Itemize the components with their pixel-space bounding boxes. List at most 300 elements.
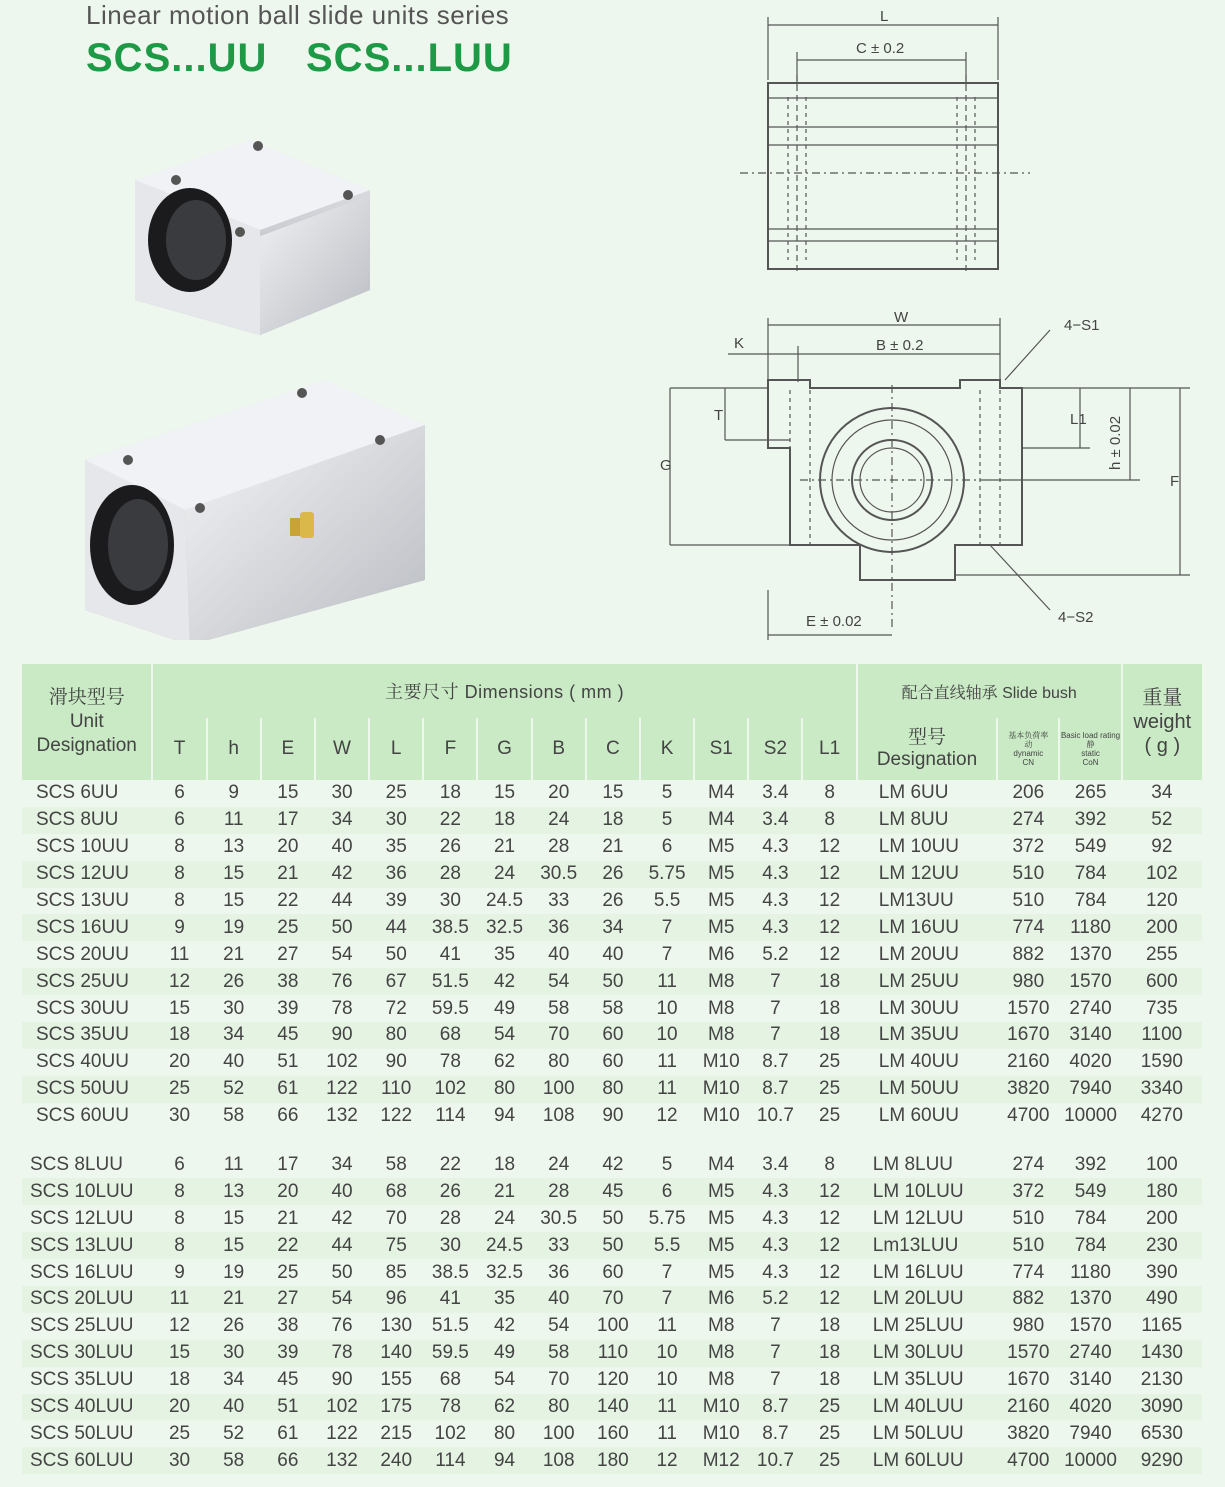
table-cell: 6 [661, 1180, 673, 1202]
table-cell: 102 [326, 1396, 358, 1418]
table-cell: 40 [223, 1051, 245, 1073]
header-dim-k: K [640, 718, 694, 780]
table-cell: LM 40LUU [872, 1396, 964, 1418]
table-cell: 784 [1074, 1234, 1107, 1256]
table-cell: M5 [708, 916, 735, 938]
table-cell: 255 [1145, 943, 1178, 965]
table-cell: 1165 [1141, 1315, 1183, 1337]
table-cell: 5.5 [653, 1234, 681, 1256]
table-cell: 1430 [1140, 1342, 1183, 1364]
table-cell: LM 40UU [878, 1051, 960, 1073]
table-cell: 8 [824, 782, 835, 804]
table-cell: 70 [548, 1024, 570, 1046]
table-cell: 10 [656, 997, 678, 1019]
table-cell: M4 [708, 782, 735, 804]
table-cell: 61 [277, 1422, 299, 1444]
table-cell: 70 [385, 1207, 407, 1229]
dim-C: C ± 0.2 [856, 40, 905, 57]
table-cell: 25 [168, 1422, 191, 1444]
table-cell: 52 [1151, 809, 1173, 831]
table-row [22, 1367, 1202, 1394]
table-cell: 11 [223, 1154, 244, 1176]
table-row [22, 968, 1202, 995]
table-cell: 13 [223, 1180, 245, 1202]
table-cell: 70 [548, 1369, 570, 1391]
table-cell: 9 [174, 1261, 185, 1283]
table-cell: 24 [493, 1207, 516, 1229]
table-cell: 100 [1145, 1154, 1178, 1176]
table-cell: 980 [1012, 1315, 1045, 1337]
table-cell: LM 12LUU [872, 1207, 964, 1229]
table-cell: SCS 20UU [36, 943, 129, 965]
table-cell: 102 [326, 1051, 358, 1073]
table-row [22, 1286, 1202, 1313]
table-cell: LM 35LUU [872, 1369, 964, 1391]
table-cell: M5 [708, 1261, 735, 1283]
table-cell: 58 [602, 997, 624, 1019]
table-cell: SCS 10UU [36, 836, 129, 858]
table-cell: 980 [1012, 970, 1045, 992]
table-cell: 774 [1012, 916, 1045, 938]
table-cell: 3820 [1007, 1422, 1050, 1444]
table-cell: 132 [326, 1105, 358, 1127]
table-cell: 90 [331, 1024, 353, 1046]
table-cell: 1570 [1007, 1342, 1050, 1364]
table-cell: 4.3 [762, 836, 789, 858]
table-cell: 7 [770, 1369, 781, 1391]
table-cell: 28 [439, 1207, 461, 1229]
table-cell: SCS 13UU [36, 890, 129, 911]
table-cell: 51 [277, 1051, 299, 1073]
table-cell: 18 [819, 1342, 841, 1364]
table-cell: SCS 12UU [36, 863, 129, 885]
table-cell: 21 [277, 863, 299, 885]
table-cell: 15 [168, 997, 191, 1019]
table-cell: 28 [439, 863, 461, 885]
table-cell: LM 20LUU [872, 1288, 964, 1310]
table-cell: 45 [277, 1024, 299, 1046]
table-cell: 45 [602, 1180, 624, 1202]
table-cell: 1570 [1069, 1315, 1112, 1337]
table-cell: 68 [385, 1180, 407, 1202]
table-cell: 60 [602, 1024, 624, 1046]
page-subtitle: Linear motion ball slide units series [86, 0, 510, 30]
table-cell: 15 [223, 863, 245, 885]
table-cell: 38 [277, 1315, 299, 1337]
table-cell: 120 [1145, 890, 1178, 911]
table-group-gap [22, 1130, 1202, 1152]
table-cell: 30 [439, 1234, 461, 1256]
table-cell: SCS 40LUU [30, 1396, 134, 1418]
table-cell: 22 [439, 1154, 461, 1176]
table-cell: 54 [548, 1315, 570, 1337]
table-cell: 12 [819, 890, 841, 911]
table-cell: 40 [548, 943, 570, 965]
table-cell: 39 [277, 997, 299, 1019]
table-cell: 34 [223, 1024, 245, 1046]
table-cell: 9 [174, 916, 185, 938]
table-cell: 2160 [1007, 1051, 1050, 1073]
dim-K: K [734, 335, 745, 352]
table-cell: SCS 30LUU [30, 1342, 134, 1364]
header-static-load: Basic load rating 静 static CoN [1059, 718, 1121, 780]
table-cell: 4700 [1007, 1449, 1050, 1471]
table-cell: M10 [702, 1078, 740, 1100]
table-cell: 25 [385, 782, 407, 804]
table-cell: 784 [1074, 863, 1107, 885]
table-cell: 114 [435, 1105, 466, 1127]
dim-W: W [894, 309, 909, 326]
table-cell: 30 [223, 997, 245, 1019]
spec-table [22, 664, 1202, 1474]
table-cell: 60 [602, 1051, 624, 1073]
header-dim-l: L [369, 718, 423, 780]
table-row [22, 914, 1202, 941]
table-cell: 12 [168, 970, 191, 992]
table-cell: 44 [331, 1234, 353, 1256]
table-cell: 80 [602, 1078, 624, 1100]
table-cell: SCS 10LUU [30, 1180, 134, 1202]
table-cell: M8 [708, 1369, 735, 1391]
table-cell: LM 25UU [878, 970, 960, 992]
table-cell: LM 10UU [878, 836, 960, 858]
model-title-uu: SCS...UU [86, 36, 268, 80]
table-cell: 12 [168, 1315, 191, 1337]
table-row [22, 1340, 1202, 1367]
table-cell: SCS 13LUU [30, 1234, 134, 1256]
table-cell: M4 [708, 1154, 735, 1176]
table-cell: 72 [385, 997, 407, 1019]
table-cell: 25 [819, 1422, 841, 1444]
table-cell: 5.75 [648, 1207, 686, 1229]
table-cell: 51.5 [431, 970, 469, 992]
table-cell: 17 [277, 809, 299, 831]
table-cell: 390 [1145, 1261, 1178, 1283]
table-cell: 41 [439, 1288, 461, 1310]
table-cell: 100 [597, 1315, 629, 1337]
table-row [22, 1049, 1202, 1076]
table-cell: 19 [223, 916, 245, 938]
table-cell: 882 [1012, 1288, 1045, 1310]
table-cell: 490 [1145, 1288, 1178, 1310]
table-cell: 3.4 [762, 1154, 789, 1176]
table-cell: 175 [380, 1396, 413, 1418]
table-cell: 3.4 [762, 782, 789, 804]
table-cell: 7 [770, 1342, 781, 1364]
table-cell: LM 35UU [878, 1024, 960, 1046]
table-cell: 1370 [1069, 1288, 1112, 1310]
table-cell: 2740 [1069, 1342, 1112, 1364]
table-cell: 20 [277, 1180, 299, 1202]
table-cell: 58 [548, 1342, 570, 1364]
table-cell: 6 [661, 836, 673, 858]
table-cell: 36 [548, 916, 570, 938]
table-cell: 11 [657, 1315, 677, 1337]
table-gap-cell [22, 1130, 1202, 1152]
header-bush-designation: 型号 Designation [857, 718, 997, 780]
table-cell: 15 [493, 782, 516, 804]
table-cell: 8 [174, 1180, 185, 1202]
table-cell: 8 [174, 1207, 185, 1229]
table-cell: 18 [602, 809, 624, 831]
table-cell: 3140 [1069, 1024, 1112, 1046]
table-cell: 8 [174, 863, 185, 885]
table-cell: 122 [326, 1422, 358, 1444]
table-cell: 600 [1145, 970, 1178, 992]
table-cell: 784 [1074, 1207, 1107, 1229]
table-cell: 11 [657, 1078, 677, 1100]
table-row [22, 780, 1202, 807]
table-cell: 6 [174, 809, 185, 831]
table-cell: 372 [1012, 1180, 1045, 1202]
table-cell: 3090 [1140, 1396, 1183, 1418]
table-cell: 49 [493, 997, 516, 1019]
table-cell: 66 [277, 1105, 299, 1127]
header-slide-bush: 配合直线轴承 Slide bush [857, 664, 1122, 718]
table-cell: 132 [326, 1449, 358, 1471]
table-cell: 45 [277, 1369, 299, 1391]
header-unit-designation: 滑块型号 Unit Designation [22, 664, 152, 780]
table-cell: 30 [331, 782, 353, 804]
table-cell: 22 [277, 890, 299, 911]
table-cell: 5 [661, 809, 673, 831]
table-cell: 30 [385, 809, 407, 831]
table-cell: SCS 30UU [36, 997, 129, 1019]
table-cell: SCS 60UU [36, 1105, 129, 1127]
table-cell: 9290 [1140, 1449, 1183, 1471]
table-cell: M10 [702, 1051, 740, 1073]
table-cell: 7 [661, 943, 673, 965]
header-dim-g: G [477, 718, 531, 780]
table-cell: LM 10LUU [872, 1180, 964, 1202]
table-cell: SCS 25UU [36, 970, 129, 992]
table-cell: 36 [385, 863, 407, 885]
table-cell: 7940 [1069, 1078, 1112, 1100]
table-cell: 26 [439, 836, 461, 858]
table-cell: SCS 6UU [36, 782, 119, 804]
table-cell: 18 [819, 1024, 841, 1046]
table-cell: 10 [656, 1342, 678, 1364]
table-cell: 7 [770, 997, 781, 1019]
table-cell: 2160 [1007, 1396, 1050, 1418]
table-cell: LM 8UU [878, 809, 949, 831]
table-cell: M5 [708, 836, 735, 858]
table-cell: 21 [493, 1180, 516, 1202]
table-cell: 240 [380, 1449, 413, 1471]
table-cell: 40 [331, 1180, 353, 1202]
table-row [22, 1178, 1202, 1205]
table-cell: 62 [493, 1051, 516, 1073]
table-cell: 42 [493, 1315, 516, 1337]
table-cell: 59.5 [431, 1342, 469, 1364]
photo-short-unit [135, 140, 370, 335]
dim-S2: 4−S2 [1058, 609, 1094, 626]
table-cell: 20 [168, 1051, 191, 1073]
table-cell: 265 [1074, 782, 1107, 804]
table-cell: 25 [168, 1078, 191, 1100]
table-cell: 24 [548, 809, 570, 831]
table-cell: M12 [702, 1449, 740, 1471]
table-cell: LM 12UU [878, 863, 960, 885]
table-cell: 68 [439, 1024, 461, 1046]
table-cell: 15 [223, 1207, 245, 1229]
table-cell: 12 [819, 943, 841, 965]
table-cell: LM 8LUU [872, 1154, 954, 1176]
table-cell: 10.7 [756, 1105, 794, 1127]
table-cell: 230 [1145, 1234, 1178, 1256]
table-row [22, 1076, 1202, 1103]
product-photos [70, 120, 450, 640]
table-cell: 140 [380, 1342, 413, 1364]
table-cell: 102 [434, 1422, 467, 1444]
table-row [22, 941, 1202, 968]
table-cell: M5 [708, 863, 735, 885]
table-cell: 58 [385, 1154, 407, 1176]
table-cell: 25 [819, 1105, 841, 1127]
table-cell: 40 [602, 943, 624, 965]
table-cell: 76 [331, 970, 353, 992]
table-cell: 51.5 [431, 1315, 469, 1337]
table-cell: 66 [277, 1449, 299, 1471]
table-cell: 25 [819, 1078, 841, 1100]
table-cell: 735 [1145, 997, 1178, 1019]
table-cell: 52 [223, 1078, 245, 1100]
table-cell: 1570 [1007, 997, 1050, 1019]
table-cell: 90 [331, 1369, 353, 1391]
table-cell: 90 [602, 1105, 624, 1127]
table-cell: 24 [548, 1154, 570, 1176]
table-cell: 78 [331, 1342, 353, 1364]
table-cell: 78 [439, 1396, 461, 1418]
table-cell: 110 [597, 1342, 629, 1364]
table-cell: 180 [1145, 1180, 1178, 1202]
table-cell: 50 [602, 970, 624, 992]
table-cell: 108 [542, 1449, 575, 1471]
table-cell: 25 [819, 1396, 841, 1418]
table-cell: 20 [277, 836, 299, 858]
table-cell: 200 [1145, 1207, 1178, 1229]
table-cell: 38 [277, 970, 299, 992]
table-cell: 32.5 [486, 1261, 524, 1283]
table-cell: 21 [277, 1207, 299, 1229]
table-cell: 7 [770, 1315, 781, 1337]
table-cell: 80 [385, 1024, 407, 1046]
dim-S1: 4−S1 [1064, 317, 1100, 334]
table-cell: SCS 25LUU [30, 1315, 134, 1337]
table-cell: 30 [439, 890, 461, 911]
dim-L: L [880, 8, 889, 25]
header-dim-w: W [315, 718, 369, 780]
table-cell: SCS 50LUU [30, 1422, 134, 1444]
table-cell: 130 [380, 1315, 413, 1337]
table-cell: 549 [1074, 1180, 1107, 1202]
table-cell: 140 [597, 1396, 629, 1418]
table-cell: 50 [602, 1234, 624, 1256]
table-cell: 30 [168, 1105, 191, 1127]
header-dim-c: C [586, 718, 640, 780]
table-cell: 18 [168, 1024, 191, 1046]
table-cell: 1670 [1007, 1024, 1050, 1046]
table-cell: 4.3 [762, 916, 789, 938]
table-cell: 80 [548, 1396, 570, 1418]
table-cell: 80 [493, 1422, 516, 1444]
table-cell: 18 [493, 809, 516, 831]
table-cell: 21 [602, 836, 624, 858]
table-cell: 215 [380, 1422, 413, 1444]
table-cell: 26 [602, 890, 624, 911]
table-cell: 274 [1012, 1154, 1045, 1176]
table-cell: 96 [385, 1288, 407, 1310]
table-cell: 4.3 [762, 1180, 789, 1202]
table-cell: 30.5 [540, 1207, 578, 1229]
table-cell: 92 [1151, 836, 1173, 858]
table-cell: 5 [661, 1154, 673, 1176]
table-cell: 38.5 [431, 916, 469, 938]
table-cell: 18 [819, 970, 841, 992]
table-cell: M5 [708, 1207, 735, 1229]
table-cell: SCS 16UU [36, 916, 129, 938]
table-cell: 78 [331, 997, 353, 1019]
table-cell: SCS 35LUU [30, 1369, 134, 1391]
dim-F: F [1170, 473, 1180, 490]
table-cell: M6 [708, 1288, 735, 1310]
table-cell: 274 [1012, 809, 1045, 831]
table-cell: 58 [223, 1105, 245, 1127]
table-cell: 110 [381, 1078, 412, 1100]
table-cell: 35 [493, 943, 516, 965]
table-cell: 7 [661, 1288, 673, 1310]
table-cell: LM 60LUU [872, 1449, 964, 1471]
table-cell: 62 [493, 1396, 516, 1418]
dim-T: T [714, 407, 724, 424]
table-cell: M8 [708, 1342, 735, 1364]
table-cell: 10 [656, 1024, 678, 1046]
header-dynamic-load: 基本负荷率 动 dynamic CN [997, 718, 1059, 780]
table-cell: 49 [493, 1342, 516, 1364]
diagram-front-view [650, 300, 1205, 645]
table-cell: 882 [1012, 943, 1045, 965]
table-cell: 54 [548, 970, 570, 992]
table-cell: 50 [331, 916, 353, 938]
table-cell: 80 [493, 1078, 516, 1100]
table-cell: LM 50LUU [872, 1422, 964, 1444]
table-cell: 20 [548, 782, 570, 804]
table-cell: 100 [542, 1422, 575, 1444]
table-cell: M8 [708, 997, 735, 1019]
table-cell: 40 [548, 1288, 570, 1310]
table-cell: 19 [223, 1261, 245, 1283]
table-cell: 50 [385, 943, 407, 965]
table-cell: M10 [702, 1105, 740, 1127]
table-cell: 68 [439, 1369, 461, 1391]
table-cell: 75 [385, 1234, 407, 1256]
table-cell: 122 [380, 1105, 413, 1127]
table-row [22, 1232, 1202, 1259]
table-row [22, 1259, 1202, 1286]
table-row [22, 1394, 1202, 1421]
table-cell: 58 [223, 1449, 245, 1471]
table-cell: 54 [331, 1288, 353, 1310]
table-cell: 50 [331, 1261, 353, 1283]
table-row [22, 1313, 1202, 1340]
table-cell: 39 [385, 890, 407, 911]
table-cell: 94 [493, 1105, 516, 1127]
table-cell: 102 [434, 1078, 467, 1100]
table-cell: 15 [602, 782, 624, 804]
table-cell: 4.3 [762, 890, 789, 911]
table-cell: 25 [277, 916, 299, 938]
table-cell: 33 [548, 1234, 570, 1256]
